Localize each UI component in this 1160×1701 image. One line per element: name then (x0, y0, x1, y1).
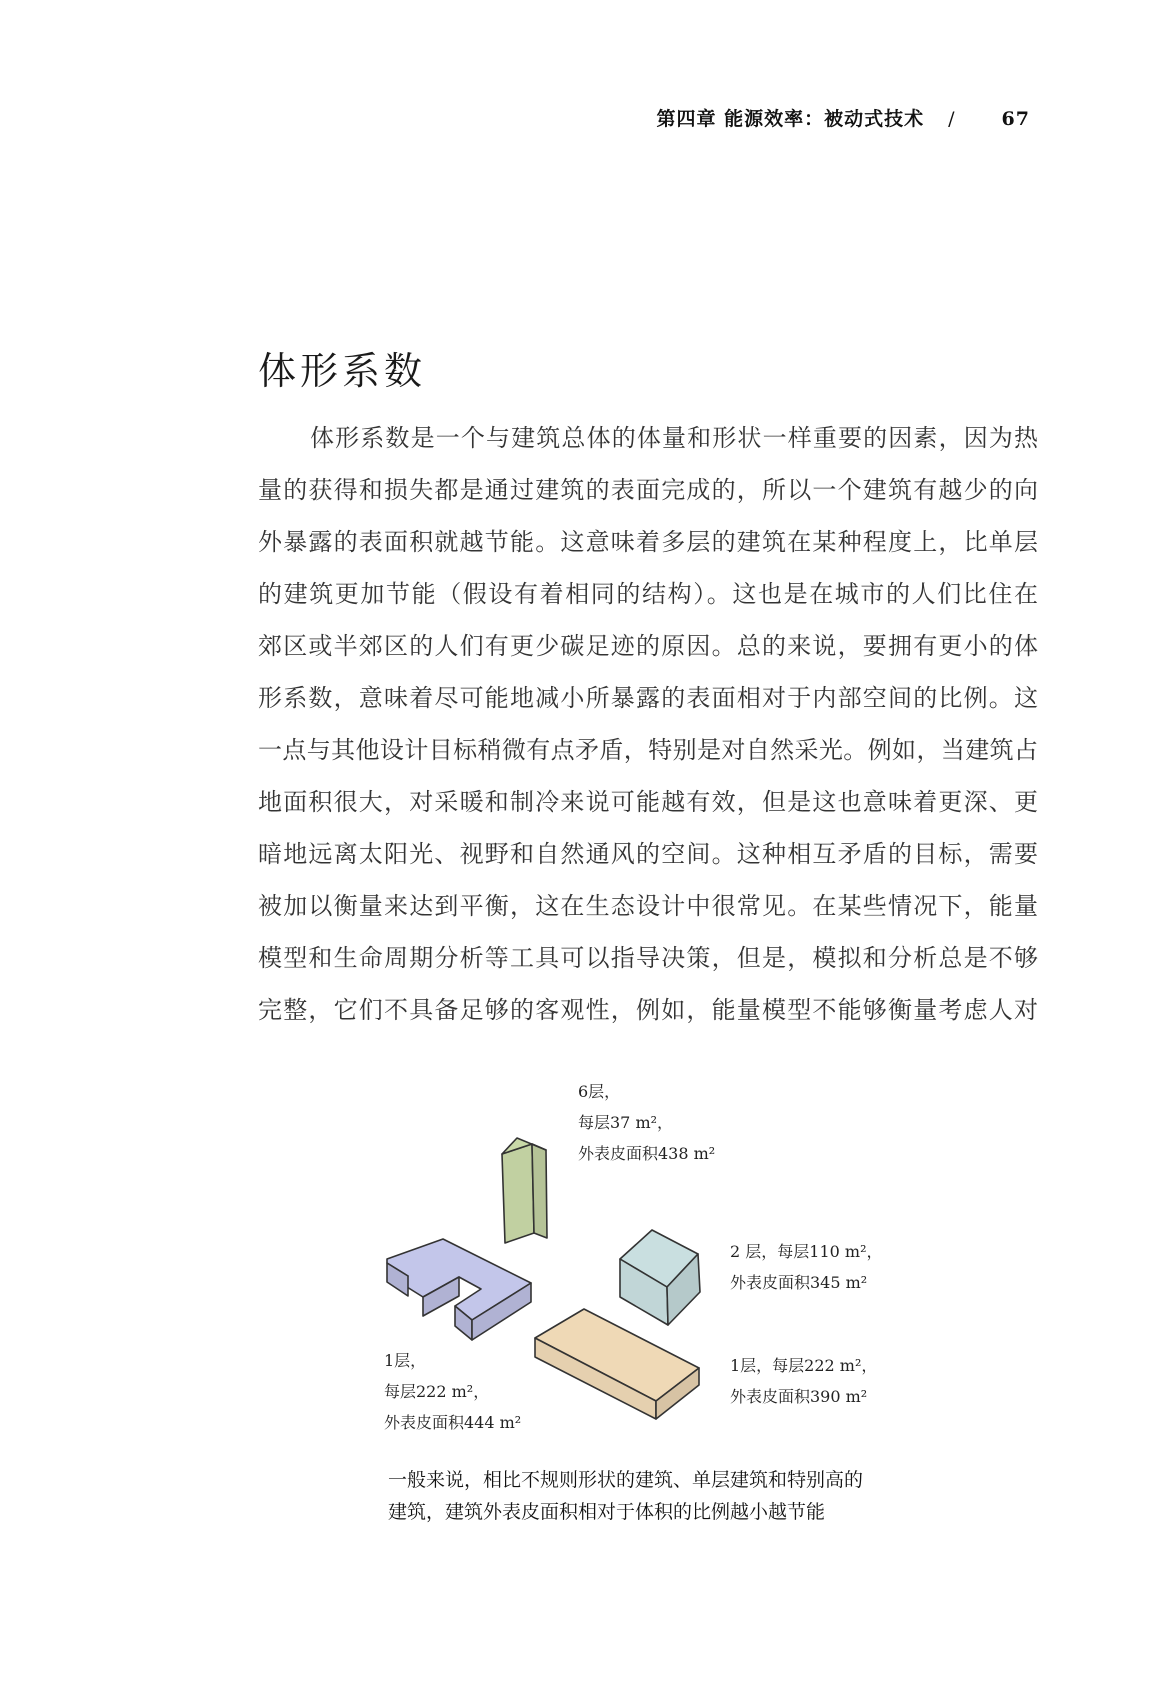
tower-label: 6层， 每层37 m²， 外表皮面积438 m² (578, 1082, 716, 1163)
caption-line: 建筑，建筑外表皮面积相对于体积的比例越小越节能 (388, 1501, 826, 1523)
body-paragraph (258, 412, 1038, 1036)
paragraph-line: 的建筑更加节能（假设有着相同的结构）。这也是在城市的人们比住在 (258, 580, 1038, 608)
page-number: 67 (1001, 108, 1030, 130)
chapter-title: 第四章 能源效率：被动式技术 (656, 108, 925, 130)
caption-line: 一般来说，相比不规则形状的建筑、单层建筑和特别高的 (388, 1469, 864, 1491)
paragraph-line: 量的获得和损失都是通过建筑的表面完成的，所以一个建筑有越少的向 (258, 476, 1038, 504)
u-shape-label: 1层， 每层222 m²， 外表皮面积444 m² (384, 1351, 522, 1432)
section-title: 体形系数 (258, 349, 427, 393)
paragraph-line: 一点与其他设计目标稍微有点矛盾，特别是对自然采光。例如，当建筑占 (258, 736, 1038, 764)
paragraph-line: 完整，它们不具备足够的客观性，例如，能量模型不能够衡量考虑人对 (258, 996, 1038, 1024)
paragraph-line: 模型和生命周期分析等工具可以指导决策，但是，模拟和分析总是不够 (258, 944, 1038, 972)
slab-building-shape (535, 1309, 699, 1419)
paragraph-line: 郊区或半郊区的人们有更少碳足迹的原因。总的来说，要拥有更小的体 (258, 632, 1038, 660)
u-shape-building-shape (387, 1239, 531, 1340)
paragraph-line: 形系数，意味着尽可能地减小所暴露的表面相对于内部空间的比例。这 (258, 684, 1038, 712)
paragraph-line: 暗地远离太阳光、视野和自然通风的空间。这种相互矛盾的目标，需要 (258, 840, 1038, 868)
running-header (600, 104, 1030, 131)
paragraph-line: 外暴露的表面积就越节能。这意味着多层的建筑在某种程度上，比单层 (258, 528, 1038, 556)
paragraph-line: 体形系数是一个与建筑总体的体量和形状一样重要的因素，因为热 (310, 424, 1038, 452)
paragraph-line: 被加以衡量来达到平衡，这在生态设计中很常见。在某些情况下，能量 (258, 892, 1038, 920)
cube-label: 2 层，每层110 m²， 外表皮面积345 m² (730, 1242, 883, 1292)
cube-building-shape (620, 1230, 700, 1325)
header-separator: / (948, 108, 956, 130)
tower-building-shape (502, 1138, 547, 1243)
paragraph-line: 地面积很大，对采暖和制冷来说可能越有效，但是这也意味着更深、更 (258, 788, 1038, 816)
figure-caption (388, 1464, 948, 1528)
slab-label: 1层，每层222 m²， 外表皮面积390 m² (730, 1356, 878, 1406)
